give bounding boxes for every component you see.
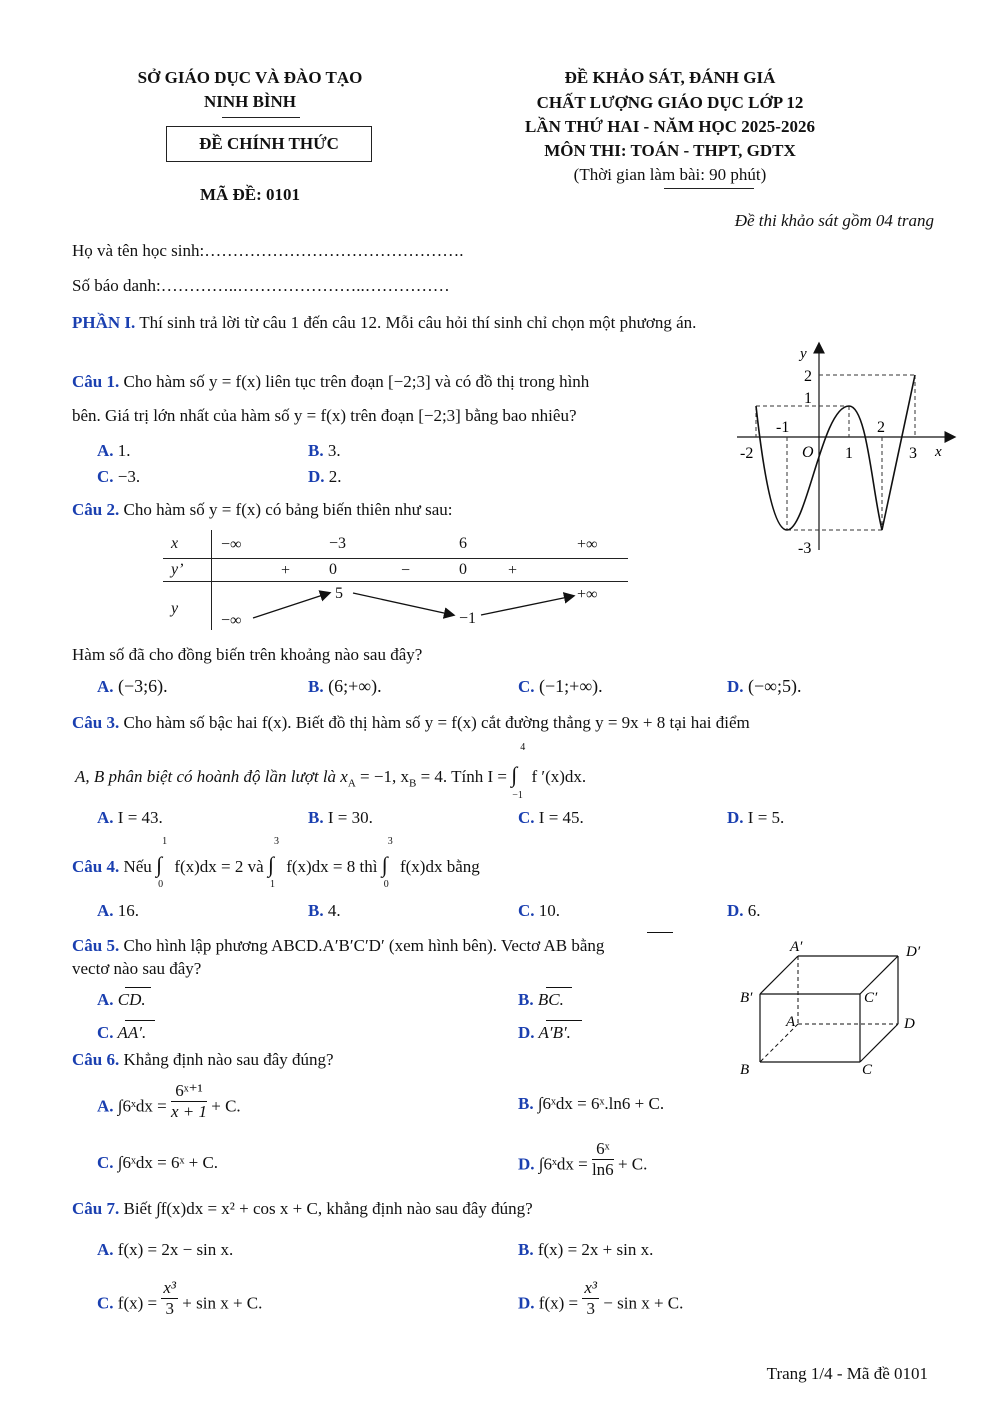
q6-option-b[interactable] (518, 1094, 664, 1114)
q7-option-a[interactable] (97, 1240, 233, 1260)
q2-label: Câu 2. (72, 500, 120, 519)
vec-arrow-bc (546, 987, 572, 988)
exam-time: (Thời gian làm bài: 90 phút) (573, 165, 767, 184)
q1-option-c[interactable] (97, 467, 140, 487)
q1-c-label: C. (97, 467, 114, 486)
exam-code: MÃ ĐỀ: 0101 (199, 185, 301, 204)
q1-c-text: −3. (113, 467, 141, 486)
q4-b-text: 4. (323, 901, 341, 920)
q4-label: Câu 4. (72, 857, 120, 876)
q7-d-den: 3 (586, 1299, 595, 1318)
time-underline (664, 188, 754, 189)
q7-text: Biết ∫f(x)dx = x² + cos x + C, khẳng định nào sau đây đúng? (123, 1199, 533, 1218)
q1-a-text: 1. (113, 441, 131, 460)
q3-text2c: = 4. Tính I = (416, 767, 507, 786)
vec-arrow-ab-prime (546, 1020, 582, 1021)
province-underline (222, 117, 300, 118)
q3-text1: Cho hàm số bậc hai f(x). Biết đồ thị hàm số y = f(x) cắt đường thẳng y = 9x + 8 tại hai điểm (123, 713, 750, 732)
vt-arrows (163, 530, 628, 630)
vt-y-4: +∞ (577, 586, 598, 603)
q3-text2b: = −1, x (355, 767, 409, 786)
q6-label: Câu 6. (72, 1050, 120, 1069)
q5-option-a[interactable] (97, 990, 146, 1010)
q3-line2 (75, 742, 587, 801)
student-name-line: Họ và tên học sinh:………………………………………. (72, 241, 464, 260)
q3-d-label: D. (727, 808, 744, 827)
q2-d-label: D. (727, 677, 744, 696)
tick-x3: 3 (909, 445, 917, 462)
q2-line (72, 500, 452, 520)
q7-label: Câu 7. (72, 1199, 120, 1218)
vt-yp-5: + (508, 562, 518, 579)
q3-line1 (72, 713, 750, 733)
q4-i1-bot: 0 (158, 879, 164, 890)
q7-option-c[interactable] (97, 1278, 263, 1319)
q7-option-d[interactable] (518, 1278, 684, 1319)
q4-e3: f(x)dx bằng (395, 857, 480, 876)
q1-b-label: B. (308, 441, 324, 460)
vt-x-1: −∞ (221, 536, 242, 553)
exam-title-2: CHẤT LƯỢNG GIÁO DỤC LỚP 12 (536, 93, 804, 112)
q3-int-bot: −1 (512, 790, 523, 801)
q4-a-text: 16. (113, 901, 140, 920)
q7-b-label: B. (518, 1240, 534, 1259)
q4-d-label: D. (727, 901, 744, 920)
q6-a-label: A. (97, 1096, 114, 1116)
q5-line1 (72, 936, 604, 956)
vt-yp-head: y’ (171, 561, 184, 578)
q7-d-frac (582, 1278, 599, 1319)
vt-x-2: −3 (329, 535, 347, 552)
cube-label-ap: A′ (790, 939, 803, 955)
q4-d-text: 6. (743, 901, 761, 920)
vt-y-1: −∞ (221, 612, 242, 629)
q3-option-c[interactable] (518, 808, 584, 828)
q6-b-label: B. (518, 1094, 534, 1113)
cube-label-b: B (740, 1062, 750, 1078)
cube-label-d: D (904, 1016, 915, 1032)
q3-sub-a: A (347, 777, 356, 790)
tick-y1: 1 (804, 390, 812, 407)
exam-subject: MÔN THI: TOÁN - THPT, GDTX (544, 141, 796, 160)
q5-a-label: A. (97, 990, 114, 1009)
q3-option-b[interactable] (308, 808, 373, 828)
q7-b-text: f(x) = 2x + sin x. (533, 1240, 654, 1259)
tick-xm2: -2 (740, 445, 754, 462)
graph-x-label: x (935, 444, 942, 460)
q6-a-num: 6ˣ⁺¹ (171, 1081, 207, 1102)
q2-a-text: (−3;6). (113, 676, 168, 696)
vt-y-2: 5 (335, 585, 343, 602)
q4-i3-bot: 0 (383, 879, 389, 890)
vt-x-head: x (171, 535, 179, 552)
q3-a-label: A. (97, 808, 114, 827)
q6-option-a[interactable] (97, 1081, 241, 1122)
q6-d-frac (592, 1139, 614, 1180)
q6-a-den: x + 1 (170, 1102, 207, 1121)
q7-c-pre: f(x) = (113, 1293, 158, 1313)
q2-d-text: (−∞;5). (743, 676, 802, 696)
cube-label-c: C (862, 1062, 873, 1078)
q2-option-c[interactable] (518, 676, 603, 697)
q5-option-c[interactable] (97, 1023, 146, 1043)
vec-arrow-aa (125, 1020, 155, 1021)
q3-b-label: B. (308, 808, 324, 827)
q1-option-d[interactable] (308, 467, 342, 487)
q3-a-text: I = 43. (113, 808, 163, 827)
q5-option-d[interactable] (518, 1023, 571, 1043)
q7-a-label: A. (97, 1240, 114, 1259)
part1-label: PHẦN I. (72, 313, 136, 332)
exam-title-3: LẦN THỨ HAI - NĂM HỌC 2025-2026 (525, 117, 815, 136)
q1-a-label: A. (97, 441, 114, 460)
tick-ym3: -3 (798, 540, 812, 557)
q7-d-num: x³ (584, 1278, 598, 1297)
cube-figure (738, 938, 938, 1083)
province-name: NINH BÌNH (203, 92, 297, 111)
q5-b-text: BC. (533, 990, 564, 1009)
q7-c-den: 3 (165, 1299, 174, 1318)
q1-function-graph (732, 340, 962, 562)
q7-option-b[interactable] (518, 1240, 653, 1260)
q2-option-b[interactable] (308, 676, 382, 697)
q6-c-label: C. (97, 1153, 114, 1172)
graph-guides (756, 375, 915, 530)
q4-int3: ∫ 3 0 (381, 836, 393, 890)
vt-x-4: +∞ (577, 536, 598, 553)
q7-c-label: C. (97, 1293, 114, 1313)
q3-option-d[interactable] (727, 808, 784, 828)
tick-xm1: -1 (776, 419, 790, 436)
q6-d-num: 6ˣ (592, 1139, 614, 1160)
q1-d-label: D. (308, 467, 325, 486)
q1-line2: bên. Giá trị lớn nhất của hàm số y = f(x) trên đoạn [−2;3] bằng bao nhiêu? (72, 406, 577, 425)
q7-c-frac (161, 1278, 178, 1319)
q4-e1: f(x)dx = 2 và (170, 857, 264, 876)
graph-origin: O (802, 444, 814, 461)
q6-option-d[interactable] (518, 1139, 648, 1180)
cube-label-a: A (786, 1014, 796, 1030)
q7-d-label: D. (518, 1293, 535, 1313)
q4-t1: Nếu (123, 857, 152, 876)
vt-y-head: y (171, 600, 179, 617)
q7-c-tail: + sin x + C. (182, 1293, 263, 1313)
pages-note: Đề thi khảo sát gồm 04 trang (734, 211, 934, 230)
q3-text2d: f ′(x)dx. (527, 767, 587, 786)
vt-yp-3: − (401, 562, 411, 579)
q1-option-b[interactable] (308, 441, 341, 461)
vt-x-3: 6 (459, 535, 467, 552)
q4-c-text: 10. (534, 901, 561, 920)
q6-c-text: ∫6ˣdx = 6ˣ + C. (117, 1153, 219, 1172)
q4-line (72, 836, 480, 890)
q6-d-label: D. (518, 1154, 535, 1174)
q3-int-top: 4 (520, 742, 526, 753)
q3-option-a[interactable] (97, 808, 163, 828)
function-curve (756, 375, 915, 530)
q4-c-label: C. (518, 901, 535, 920)
part1-instruction (72, 313, 696, 333)
q7-d-pre: f(x) = (534, 1293, 579, 1313)
student-id-line: Số báo danh:…………..…………………..…………… (72, 276, 450, 295)
q1-b-text: 3. (323, 441, 341, 460)
q2-option-d[interactable] (727, 676, 802, 697)
q2-b-label: B. (308, 677, 324, 696)
q5-d-label: D. (518, 1023, 535, 1042)
q4-i2-top: 3 (273, 836, 279, 847)
vt-yp-1: + (281, 562, 291, 579)
vec-arrow-ab (647, 932, 673, 933)
q6-a-int: ∫6ˣdx = (117, 1096, 167, 1116)
q1-d-text: 2. (324, 467, 342, 486)
vt-yp-2: 0 (329, 561, 337, 578)
q2-b-text: (6;+∞). (323, 676, 382, 696)
q1-text1: Cho hàm số y = f(x) liên tục trên đoạn [−2;3] và có đồ thị trong hình (123, 372, 590, 391)
q6-option-c[interactable] (97, 1153, 218, 1173)
q1-label: Câu 1. (72, 372, 120, 391)
q6-b-text: ∫6ˣdx = 6ˣ.ln6 + C. (537, 1094, 665, 1113)
q5-a-text: CD. (113, 990, 146, 1009)
q4-option-d[interactable] (727, 901, 761, 921)
q3-d-text: I = 5. (743, 808, 785, 827)
q6-a-frac (171, 1081, 207, 1122)
q5-line2: vectơ nào sau đây? (72, 959, 202, 978)
q4-option-c[interactable] (518, 901, 560, 921)
q4-int1: ∫ 1 0 (156, 836, 168, 890)
q4-i1-top: 1 (162, 836, 168, 847)
q6-line (72, 1050, 334, 1070)
vt-yp-4: 0 (459, 561, 467, 578)
q3-integral: ∫ 4 −1 (511, 742, 526, 801)
vt-y-3: −1 (459, 610, 477, 627)
q6-a-tail: + C. (211, 1096, 241, 1116)
cube-label-dp: D′ (906, 944, 921, 960)
q2-question: Hàm số đã cho đồng biến trên khoảng nào sau đây? (72, 645, 423, 664)
q3-label: Câu 3. (72, 713, 120, 732)
q3-sub-b: B (408, 777, 417, 790)
q4-option-b[interactable] (308, 901, 341, 921)
q5-c-text: AA′. (113, 1023, 147, 1042)
q3-c-label: C. (518, 808, 535, 827)
q2-option-a[interactable] (97, 676, 168, 697)
tick-x2: 2 (877, 419, 885, 436)
dept-name: SỞ GIÁO DỤC VÀ ĐÀO TẠO (137, 68, 363, 87)
q6-d-tail: + C. (617, 1154, 648, 1174)
tick-x1: 1 (845, 445, 853, 462)
exam-title-1: ĐỀ KHẢO SÁT, ĐÁNH GIÁ (564, 68, 776, 87)
page-footer: Trang 1/4 - Mã đề 0101 (766, 1364, 928, 1383)
q7-a-text: f(x) = 2x − sin x. (113, 1240, 234, 1259)
q7-d-tail: − sin x + C. (603, 1293, 684, 1313)
cube-label-bp: B′ (740, 990, 753, 1006)
vec-arrow-cd (125, 987, 151, 988)
tick-y2: 2 (804, 368, 812, 385)
q4-option-a[interactable] (97, 901, 139, 921)
q4-b-label: B. (308, 901, 324, 920)
q3-text2a: A, B phân biệt có hoành độ lần lượt là x (75, 767, 348, 786)
part1-text: Thí sinh trả lời từ câu 1 đến câu 12. Mỗi câu hỏi thí sinh chỉ chọn một phương án. (135, 313, 697, 332)
cube-label-cp: C′ (864, 990, 878, 1006)
q3-b-text: I = 30. (323, 808, 373, 827)
graph-y-label: y (800, 346, 807, 362)
q1-line1 (72, 372, 589, 392)
q5-label: Câu 5. (72, 936, 120, 955)
q4-int2: ∫ 3 1 (267, 836, 279, 890)
q6-d-int: ∫6ˣdx = (538, 1154, 588, 1174)
q7-c-num: x³ (163, 1278, 177, 1297)
q6-d-den: ln6 (591, 1160, 614, 1179)
q5-text1: Cho hình lập phương ABCD.A′B′C′D′ (xem hình bên). Vectơ AB bằng (123, 936, 605, 955)
q3-c-text: I = 45. (534, 808, 584, 827)
q5-option-b[interactable] (518, 990, 564, 1010)
q7-line (72, 1199, 533, 1219)
variation-table (163, 530, 628, 630)
q4-a-label: A. (97, 901, 114, 920)
q5-c-label: C. (97, 1023, 114, 1042)
q6-text: Khẳng định nào sau đây đúng? (123, 1050, 334, 1069)
q2-a-label: A. (97, 677, 114, 696)
q2-c-text: (−1;+∞). (534, 676, 603, 696)
q2-c-label: C. (518, 677, 535, 696)
q4-i2-bot: 1 (269, 879, 275, 890)
q1-option-a[interactable] (97, 441, 131, 461)
q4-e2: f(x)dx = 8 thì (281, 857, 378, 876)
q5-b-label: B. (518, 990, 534, 1009)
q5-d-text: A′B′. (534, 1023, 571, 1042)
q4-i3-top: 3 (387, 836, 393, 847)
official-badge: ĐỀ CHÍNH THỨC (166, 126, 372, 162)
q2-text: Cho hàm số y = f(x) có bảng biến thiên như sau: (123, 500, 453, 519)
